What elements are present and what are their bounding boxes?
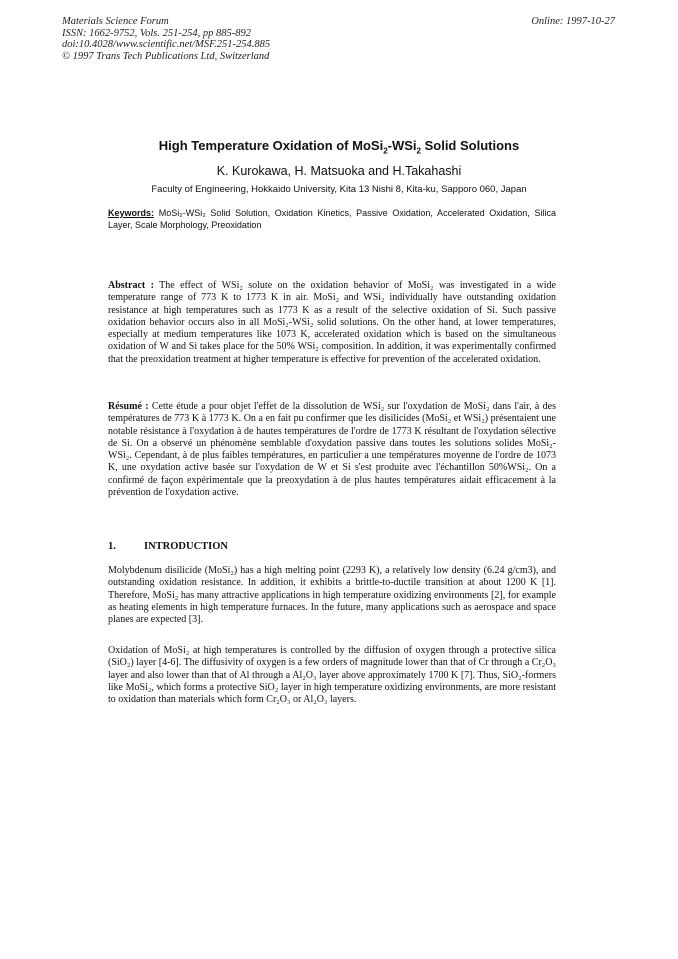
journal-name: Materials Science Forum	[62, 16, 169, 27]
section-heading-introduction	[108, 541, 228, 552]
doi-line: doi:10.4028/www.scientific.net/MSF.251-254.885	[62, 39, 271, 50]
section-number: 1.	[108, 541, 116, 552]
abstract-paragraph	[108, 280, 556, 366]
paper-title	[0, 138, 678, 156]
title-subscript-1: 2	[383, 146, 388, 156]
title-part-2: -WSi	[387, 138, 417, 153]
title-part-1: High Temperature Oxidation of MoSi	[158, 138, 384, 153]
intro-paragraph-2: Oxidation of MoSi₂ at high temperatures is controlled by the diffusion of oxygen through a protective silica (SiO₂) layer [4-6]. The diffusivity of oxygen is a few orders of magnitude lower than that of Cr through a Cr₂O₃ layer and also lower than that of Al through a Al₂O₃ layer above approximately 1700 K [7]. Thus, SiO₂-formers like MoSi₂, which forms a protective SiO₂ layer in high temperature oxidizing environments, are more resistant to oxidation than materials which form Cr₂O₃ or Al₂O₃ layers.	[108, 645, 556, 706]
keywords-text: MoSi₂-WSi₂ Solid Solution, Oxidation Kinetics, Passive Oxidation, Accelerated Oxidation, Silica Layer, Scale Morphology, Preoxidation	[108, 208, 556, 230]
author-list: K. Kurokawa, H. Matsuoka and H.Takahashi	[216, 164, 462, 178]
title-subscript-2: 2	[416, 146, 421, 156]
section-title: INTRODUCTION	[144, 541, 229, 552]
copyright-line: © 1997 Trans Tech Publications Ltd, Switzerland	[62, 50, 270, 62]
keywords-label: Keywords:	[108, 208, 155, 218]
resume-paragraph	[108, 401, 556, 499]
online-date: Online: 1997-10-27	[531, 16, 615, 27]
abstract-text: The effect of WSi₂ solute on the oxidation behavior of MoSi₂ was investigated in a wide temperature range of 773 K to 1773 K in air. MoSi₂ and WSi₂ individually have outstanding oxidation resistance at high temperatures such as 1773 K as a result of the selective oxidation of Si. Such passive oxidation behavior occurs also in all MoSi₂-WSi₂ solid solutions. On the other hand, at lower temperatures, especially at medium temperatures like 1073 K, accelerated oxidation which is based on the simultaneous oxidation of W and Si takes place for the 50% WSi₂ composition. In addition, it was experimentally confirmed that the preoxidation treatment at higher temperature is effective for prevention of the accelerated oxidation.	[108, 280, 556, 365]
issn-line: ISSN: 1662-9752, Vols. 251-254, pp 885-892	[62, 27, 251, 39]
keywords-block	[108, 207, 556, 231]
intro-paragraph-1: Molybdenum disilicide (MoSi₂) has a high melting point (2293 K), a relatively low density (6.24 g/cm3), and outstanding oxidation resistance. In addition, it exhibits a brittle-to-ductile transition at about 1200 K [1]. Therefore, MoSi₂ has many attractive applications in high temperature oxidizing environments [2], for example as heating elements in high temperature furnaces. In the future, many applications such as aerospace and space planes are expected [3].	[108, 565, 556, 626]
resume-text: Cette étude a pour objet l'effet de la dissolution de WSi₂ sur l'oxydation de MoSi₂ dans l'air, à des températures de 773 K à 1773 K. On a en fait pu confirmer que les disilicides (MoSi₂ et WSi₂) présentaient une notable résistance à l'oxydation à de hautes températures de l'ordre de 1773 K résultant de l'oxydation sélective de Si. On a observé un phénomène semblable d'oxydation passive dans toutes les solutions solides MoSi₂-WSi₂. Cependant, à de plus faibles températures, en particulier a une températures moyenne de l'ordre de 1073 K, une oxydation active basée sur l'oxydation de W et Si s'est produite avec l'échantillon 50%WSi₂. On a confirmé de façon expérimentale que la preoxydation à de plus hautes températures aidait efficacement à la prévention de l'oxydation active.	[108, 401, 557, 499]
resume-label: Résumé :	[108, 401, 149, 412]
publication-meta	[62, 16, 270, 62]
abstract-label: Abstract :	[108, 280, 154, 291]
title-part-3: Solid Solutions	[420, 138, 520, 153]
affiliation: Faculty of Engineering, Hokkaido University, Kita 13 Nishi 8, Kita-ku, Sapporo 060, Japan	[151, 184, 527, 195]
